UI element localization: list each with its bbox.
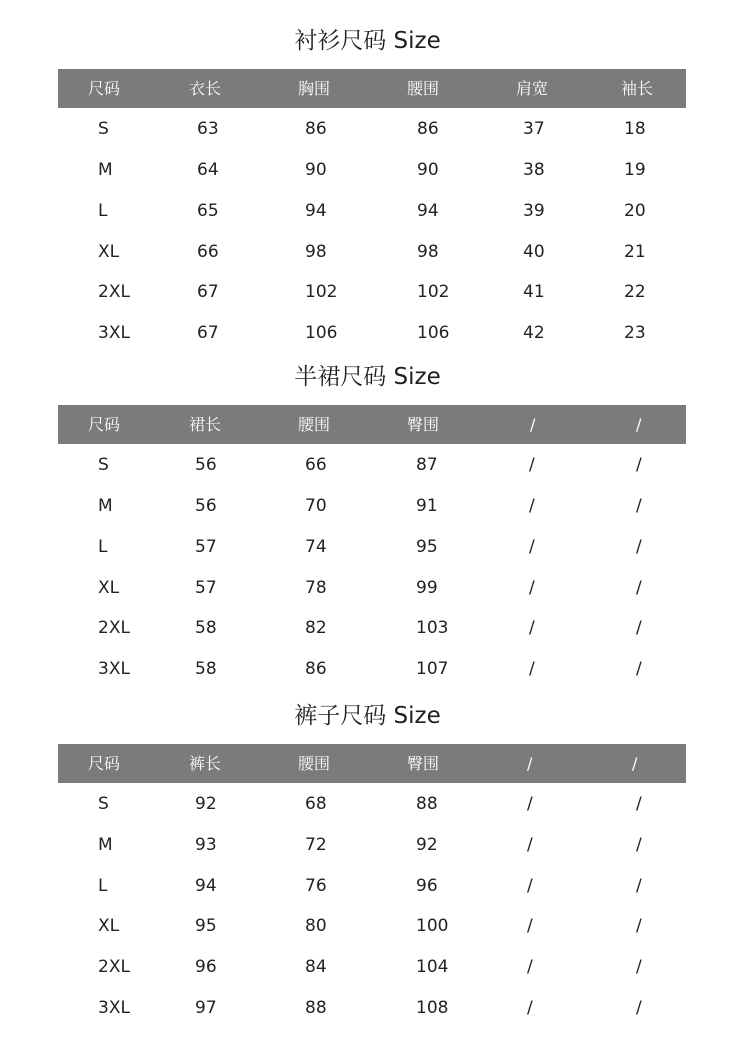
table-header bbox=[58, 69, 686, 108]
cell-value: 38 bbox=[523, 160, 545, 180]
cell-value: 107 bbox=[416, 659, 449, 679]
cell-value: 102 bbox=[305, 282, 338, 302]
cell-value: / bbox=[636, 618, 642, 638]
header-length: 裤长 bbox=[189, 754, 222, 773]
table-header bbox=[58, 405, 686, 444]
cell-value: 76 bbox=[305, 876, 327, 896]
cell-value: 106 bbox=[417, 323, 450, 343]
cell-value: 96 bbox=[416, 876, 438, 896]
cell-value: 90 bbox=[305, 160, 327, 180]
cell-value: / bbox=[529, 618, 535, 638]
table-row bbox=[0, 323, 750, 364]
cell-value: 86 bbox=[417, 119, 439, 139]
cell-size: L bbox=[98, 201, 108, 221]
section-title: 裤子尺码 Size bbox=[294, 703, 441, 729]
table-row bbox=[0, 537, 750, 578]
cell-value: 100 bbox=[416, 916, 449, 936]
cell-value: 64 bbox=[197, 160, 219, 180]
header-hip: 臀围 bbox=[407, 754, 440, 773]
cell-value: 65 bbox=[197, 201, 219, 221]
cell-size: 2XL bbox=[98, 282, 130, 302]
cell-value: 37 bbox=[523, 119, 545, 139]
header-size: 尺码 bbox=[88, 415, 121, 434]
cell-value: 94 bbox=[305, 201, 327, 221]
cell-value: 90 bbox=[417, 160, 439, 180]
cell-value: 63 bbox=[197, 119, 219, 139]
cell-value: / bbox=[527, 835, 533, 855]
header-length: 裙长 bbox=[189, 415, 222, 434]
header-size: 尺码 bbox=[88, 79, 121, 98]
cell-value: / bbox=[636, 659, 642, 679]
cell-value: / bbox=[527, 794, 533, 814]
table-header bbox=[58, 744, 686, 783]
cell-value: 80 bbox=[305, 916, 327, 936]
cell-value: / bbox=[529, 537, 535, 557]
cell-value: 70 bbox=[305, 496, 327, 516]
table-row bbox=[0, 119, 750, 160]
cell-size: XL bbox=[98, 242, 120, 262]
table-row bbox=[0, 455, 750, 496]
cell-value: 96 bbox=[195, 957, 217, 977]
cell-size: L bbox=[98, 876, 108, 896]
cell-value: / bbox=[527, 998, 533, 1018]
cell-value: 56 bbox=[195, 455, 217, 475]
cell-size: M bbox=[98, 835, 113, 855]
section-title: 衬衫尺码 Size bbox=[294, 28, 441, 54]
cell-size: 3XL bbox=[98, 659, 130, 679]
cell-value: 102 bbox=[417, 282, 450, 302]
cell-value: 67 bbox=[197, 282, 219, 302]
cell-value: 86 bbox=[305, 659, 327, 679]
cell-value: / bbox=[529, 496, 535, 516]
cell-value: 18 bbox=[624, 119, 646, 139]
table-row bbox=[0, 659, 750, 700]
header-sleeve: 袖长 bbox=[621, 79, 654, 98]
cell-value: 99 bbox=[416, 578, 438, 598]
cell-value: 22 bbox=[624, 282, 646, 302]
cell-value: 88 bbox=[305, 998, 327, 1018]
cell-value: 19 bbox=[624, 160, 646, 180]
cell-size: S bbox=[98, 455, 109, 475]
cell-value: 72 bbox=[305, 835, 327, 855]
cell-value: / bbox=[636, 835, 642, 855]
header-length: 衣长 bbox=[189, 79, 222, 98]
cell-value: 94 bbox=[417, 201, 439, 221]
cell-value: / bbox=[636, 794, 642, 814]
header-waist: 腰围 bbox=[298, 754, 331, 773]
cell-value: 58 bbox=[195, 618, 217, 638]
section-title: 半裙尺码 Size bbox=[294, 364, 441, 390]
cell-value: 97 bbox=[195, 998, 217, 1018]
cell-value: 88 bbox=[416, 794, 438, 814]
cell-value: 68 bbox=[305, 794, 327, 814]
header-empty: / bbox=[527, 754, 533, 773]
cell-value: / bbox=[636, 876, 642, 896]
cell-value: 87 bbox=[416, 455, 438, 475]
cell-size: 2XL bbox=[98, 957, 130, 977]
cell-value: 104 bbox=[416, 957, 449, 977]
cell-value: / bbox=[636, 916, 642, 936]
cell-value: 57 bbox=[195, 537, 217, 557]
header-chest: 胸围 bbox=[298, 79, 331, 98]
cell-size: M bbox=[98, 160, 113, 180]
cell-size: S bbox=[98, 119, 109, 139]
cell-value: 103 bbox=[416, 618, 449, 638]
cell-size: S bbox=[98, 794, 109, 814]
cell-value: / bbox=[527, 876, 533, 896]
header-empty: / bbox=[636, 415, 642, 434]
header-waist: 腰围 bbox=[407, 79, 440, 98]
cell-value: / bbox=[636, 998, 642, 1018]
cell-value: 20 bbox=[624, 201, 646, 221]
cell-value: 106 bbox=[305, 323, 338, 343]
cell-value: 91 bbox=[416, 496, 438, 516]
cell-value: 42 bbox=[523, 323, 545, 343]
cell-value: 39 bbox=[523, 201, 545, 221]
cell-value: 66 bbox=[197, 242, 219, 262]
cell-value: / bbox=[527, 957, 533, 977]
table-row bbox=[0, 876, 750, 917]
cell-value: 93 bbox=[195, 835, 217, 855]
cell-size: 2XL bbox=[98, 618, 130, 638]
cell-value: 86 bbox=[305, 119, 327, 139]
cell-value: 95 bbox=[195, 916, 217, 936]
cell-value: 98 bbox=[305, 242, 327, 262]
cell-value: / bbox=[529, 578, 535, 598]
cell-value: 74 bbox=[305, 537, 327, 557]
table-row bbox=[0, 496, 750, 537]
cell-size: L bbox=[98, 537, 108, 557]
cell-value: / bbox=[636, 957, 642, 977]
cell-value: 23 bbox=[624, 323, 646, 343]
cell-size: XL bbox=[98, 578, 120, 598]
header-size: 尺码 bbox=[88, 754, 121, 773]
table-row bbox=[0, 794, 750, 835]
cell-value: / bbox=[529, 455, 535, 475]
cell-value: 21 bbox=[624, 242, 646, 262]
cell-value: / bbox=[529, 659, 535, 679]
cell-value: / bbox=[636, 496, 642, 516]
header-empty: / bbox=[530, 415, 536, 434]
cell-value: / bbox=[636, 578, 642, 598]
cell-value: 108 bbox=[416, 998, 449, 1018]
cell-value: 94 bbox=[195, 876, 217, 896]
table-row bbox=[0, 957, 750, 998]
table-row bbox=[0, 201, 750, 242]
cell-value: 66 bbox=[305, 455, 327, 475]
header-shoulder: 肩宽 bbox=[516, 79, 549, 98]
cell-value: / bbox=[636, 537, 642, 557]
cell-value: 56 bbox=[195, 496, 217, 516]
cell-value: 78 bbox=[305, 578, 327, 598]
cell-value: 84 bbox=[305, 957, 327, 977]
table-row bbox=[0, 160, 750, 201]
cell-value: 67 bbox=[197, 323, 219, 343]
table-row bbox=[0, 242, 750, 283]
cell-size: 3XL bbox=[98, 998, 130, 1018]
cell-value: 41 bbox=[523, 282, 545, 302]
table-row bbox=[0, 578, 750, 619]
header-hip: 臀围 bbox=[407, 415, 440, 434]
cell-value: / bbox=[527, 916, 533, 936]
cell-value: 95 bbox=[416, 537, 438, 557]
cell-size: M bbox=[98, 496, 113, 516]
header-empty: / bbox=[632, 754, 638, 773]
cell-size: 3XL bbox=[98, 323, 130, 343]
header-waist: 腰围 bbox=[298, 415, 331, 434]
table-row bbox=[0, 618, 750, 659]
cell-value: 82 bbox=[305, 618, 327, 638]
cell-value: / bbox=[636, 455, 642, 475]
cell-value: 58 bbox=[195, 659, 217, 679]
cell-value: 92 bbox=[195, 794, 217, 814]
cell-size: XL bbox=[98, 916, 120, 936]
table-row bbox=[0, 916, 750, 957]
cell-value: 40 bbox=[523, 242, 545, 262]
table-row bbox=[0, 835, 750, 876]
cell-value: 98 bbox=[417, 242, 439, 262]
cell-value: 57 bbox=[195, 578, 217, 598]
cell-value: 92 bbox=[416, 835, 438, 855]
table-row bbox=[0, 282, 750, 323]
